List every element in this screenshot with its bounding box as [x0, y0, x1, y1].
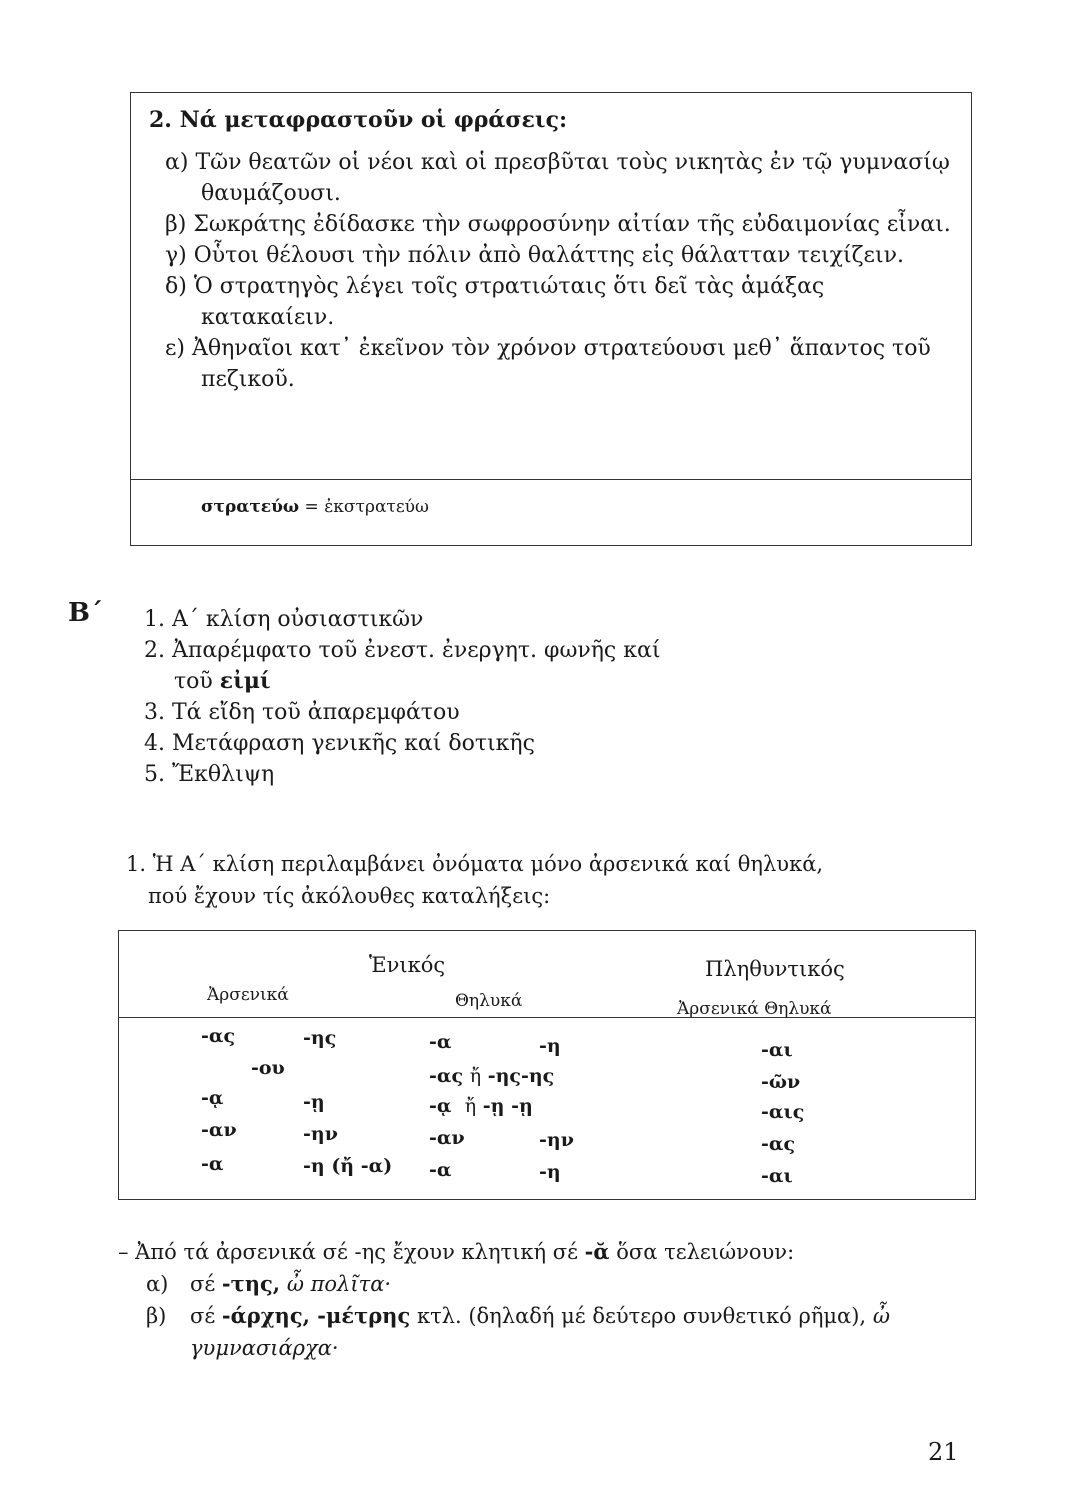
cell-masc-as: -α: [201, 1153, 224, 1175]
sentence-a: α) Τῶν θεατῶν οἱ νέοι καὶ οἱ πρεσβῦται τοὺς νικητὰς ἐν τῷ γυμνασίῳ θαυμάζουσι.: [165, 150, 950, 206]
header-masculine: Ἀρσενικά: [207, 985, 289, 1005]
topic-item: 5. Ἔκθλιψη: [144, 762, 275, 787]
header-rule: [119, 1017, 975, 1018]
cell-fem-h: -η: [539, 1161, 561, 1183]
cell-fem-a: -ας ἤ -ης-ης: [429, 1065, 555, 1087]
vocabulary-note: στρατεύω = ἐκστρατεύω: [201, 497, 429, 517]
page-number: 21: [928, 1438, 959, 1466]
exercise-box: [130, 92, 972, 546]
exercise-title: 2. Νά μεταφραστοῦν οἱ φράσεις:: [149, 107, 568, 133]
cell-plural: -ῶν: [761, 1071, 801, 1093]
cell-masc-as: -ᾳ: [201, 1087, 224, 1109]
cell-plural: -αι: [761, 1039, 793, 1061]
topic-item: 3. Τά εἴδη τοῦ ἀπαρεμφάτου: [144, 700, 460, 725]
header-masc-fem: Ἀρσενικά Θηλυκά: [677, 999, 832, 1019]
intro-paragraph: [126, 848, 986, 912]
topic-list: [144, 604, 784, 790]
cell-plural: -αι: [761, 1165, 793, 1187]
sentence-c: γ) Οὗτοι θέλουσι τὴν πόλιν ἀπὸ θαλάττης εἰς θάλατταν τειχίζειν.: [165, 243, 904, 268]
cell-fem-a: -α: [429, 1031, 452, 1053]
cell-fem-h: -η: [539, 1035, 561, 1057]
vocative-rules: [118, 1236, 978, 1364]
intro-line-1: 1. Ἡ Α΄ κλίση περιλαμβάνει ὀνόματα μόνο ἀρσενικά καί θηλυκά,: [126, 852, 824, 876]
cell-masc-as: -ας: [201, 1025, 236, 1047]
section-marker: Β΄: [68, 598, 103, 628]
topic-item: 2. Ἀπαρέμφατο τοῦ ἐνεστ. ἐνεργητ. φωνῆς καί τοῦ εἰμί: [144, 638, 661, 694]
cell-fem-h: -ην: [539, 1129, 574, 1151]
cell-masc-as: -αν: [201, 1119, 237, 1141]
cell-masc-hs: -ης: [303, 1027, 337, 1049]
rule-b: β) σέ -άρχης, -μέτρης κτλ. (δηλαδή μέ δεύτερο συνθετικό ρῆμα), ὦ: [146, 1303, 890, 1328]
cell-masc-hs: -ῃ: [303, 1091, 325, 1113]
topic-item: 4. Μετάφραση γενικῆς καί δοτικῆς: [144, 731, 535, 756]
note-divider: [131, 479, 971, 480]
header-plural: Πληθυντικός: [705, 957, 845, 981]
endings-table: [118, 930, 976, 1200]
rule-intro: – Ἀπό τά ἀρσενικά σέ -ης ἔχουν κλητική σέ -ᾰ ὅσα τελειώνουν:: [118, 1239, 795, 1264]
cell-fem-a: -αν: [429, 1127, 465, 1149]
cell-masc-hs: -ην: [303, 1123, 338, 1145]
intro-line-2: πού ἔχουν τίς ἀκόλουθες καταλήξεις:: [148, 884, 551, 908]
cell-masc-hs: -ου: [251, 1057, 285, 1079]
rule-b-cont: γυμνασιάρχα·: [190, 1336, 339, 1360]
header-singular: Ἑνικός: [369, 953, 446, 977]
sentence-e: ε) Ἀθηναῖοι κατ᾽ ἐκεῖνον τὸν χρόνον στρατεύουσι μεθ᾽ ἅπαντος τοῦ πεζικοῦ.: [165, 336, 931, 392]
cell-fem-a: -α: [429, 1159, 452, 1181]
cell-plural: -ας: [761, 1133, 796, 1155]
rule-a: α) σέ -της, ὦ πολῖτα·: [146, 1271, 392, 1296]
header-feminine: Θηλυκά: [455, 991, 523, 1011]
cell-fem-a: -ᾳ ἤ -ῃ -ῃ: [429, 1095, 533, 1117]
sentence-list: [165, 147, 955, 395]
cell-plural: -αις: [761, 1101, 805, 1123]
topic-item: 1. Α΄ κλίση οὐσιαστικῶν: [144, 607, 424, 632]
sentence-d: δ) Ὁ στρατηγὸς λέγει τοῖς στρατιώταις ὅτι δεῖ τὰς ἁμάξας κατακαίειν.: [165, 274, 825, 330]
cell-masc-hs: -η (ἤ -α): [303, 1155, 393, 1177]
sentence-b: β) Σωκράτης ἐδίδασκε τὴν σωφροσύνην αἰτίαν τῆς εὐδαιμονίας εἶναι.: [165, 212, 951, 237]
